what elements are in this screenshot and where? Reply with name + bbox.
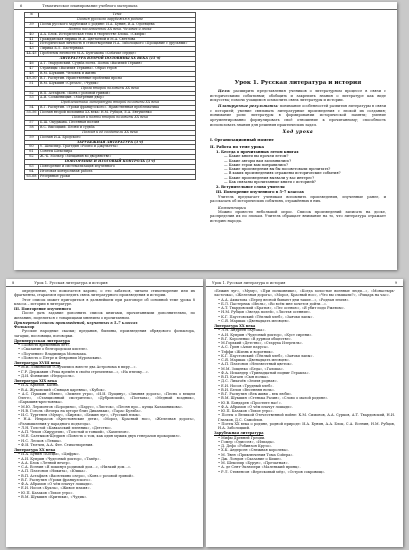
lesson-number-cell: 54	[25, 106, 39, 111]
text-line: • В.М. Шукшин «Стенька Разин», «Слово о малой родине».	[218, 396, 329, 401]
lesson-topic-cell: Поэзы русского зарубежья о родине: И.А. Бунин, И.А. Одоевцева	[39, 22, 196, 27]
text-line: • В.Г. Распутин «Век живи – век люби».	[218, 392, 293, 396]
text-line: • Дж. Лондон «Сказание о Кише».	[218, 456, 283, 461]
column-header-number: №	[25, 13, 39, 18]
lesson-topic-cell: В.М. Шукшин. Человек и жизнь	[39, 71, 196, 76]
text-line: • И.А. Крылов. Басни.	[18, 383, 59, 388]
section-heading-cell: ЗАРУБЕЖНАЯ ЛИТЕРАТУРА (3 ч)	[25, 140, 196, 145]
lesson-topic-cell: А.А. Блок. Историческая тема в творчестве Блока. «Скифы»	[39, 32, 196, 37]
text-line: • М.Е. Салтыков-Щедрин «Повесть о том, как один мужик двух генералов прокормил».	[18, 434, 181, 439]
lesson-number-cell: 41	[25, 37, 39, 42]
step-2-heading: II. Работа по теме урока	[210, 143, 264, 149]
lesson-topic-cell: Историческая личность в стихотворении Н.А. Заболоцкого «Прощание с друзьями»	[39, 42, 196, 47]
text-line: • Ю.В. Бондарев «Простите нас!».	[218, 400, 282, 405]
text-line: • М.Горький «Детство», «Старуха Изергиль».	[218, 341, 303, 345]
lesson-topic-cell: В.П. Астафьев. «Конь с розовой гривой»	[39, 91, 196, 96]
right-page-text	[214, 289, 395, 474]
lesson-number-cell: 59	[25, 135, 39, 140]
text-line: • А.П. Платонов «Никита», «Юшка».	[18, 469, 87, 474]
lesson-topic-cell: В.С. Высоцкий. Песни и судьба	[39, 125, 196, 130]
table-row	[25, 174, 196, 179]
course-heading: Ход урока	[282, 130, 314, 136]
text-line: • Х.К. Андерсен «Снежная королева».	[218, 448, 290, 453]
text-line: После дать задание дополнить список книгами, прочитанными дополнительно, по желанию, поделиться с товарищами мнением о прочитанном.	[14, 311, 195, 320]
thematic-plan-table	[24, 12, 196, 180]
lesson-number-cell: 63	[25, 165, 39, 170]
lesson-number-cell: 47	[25, 66, 39, 71]
text-line: • В.М. Шукшин «Критики», «Чудик».	[18, 494, 88, 499]
subsection-heading-cell: Поэзия русского зарубежья в родине	[25, 17, 196, 22]
lesson-results: Планируемые результаты: понимание особенностей развития литературы в связи с историей; умение связывать литературные произведения с эпохой их создания; понимание роли литературы в формировании исторической памяти; умение аргументированно формулировать своё отношение к прочитанному; способность использовать знания для решения практических задач.	[210, 104, 386, 127]
running-title: Тематическое планирование учебного материала	[42, 4, 138, 8]
step-3-text: Учитель предлагает ученикам вспомнить произведения, изученные ранее, и рассказать об исторических событиях, отражённых в них.	[210, 194, 386, 204]
lesson-number-cell: 43	[25, 47, 39, 52]
text-line: • В.А. Жуковский «Спящая царевна», «Кубок».	[18, 387, 106, 392]
text-line: • Гомер «Одиссея», «Илиада».	[218, 439, 276, 444]
lesson-number-cell: 49–50	[26, 75, 37, 80]
column-header-topic: Тема	[39, 13, 196, 18]
text-line: • Мифы Древней Греции.	[218, 435, 266, 440]
left-page-text	[14, 289, 195, 499]
running-title: Урок 1. Русская литература и история	[34, 281, 108, 285]
text-line: • А.И. Куприн «Чудесный доктор», «Куст сирени».	[218, 332, 313, 337]
running-head	[206, 279, 403, 287]
text-line: • «Повесть временных лет».	[18, 343, 71, 347]
lesson-number-cell: 57	[25, 120, 39, 125]
text-line: • А.А. Блок «Летний вечер».	[18, 460, 72, 465]
lesson-number-cell: 44–45	[26, 51, 37, 56]
lesson-column	[210, 80, 386, 225]
text-line: • М. Твен «Приключения Тома Сойера».	[218, 452, 294, 457]
text-line: • В.П. Астафьев «Васюткино озеро», «Конь с розовой гривой».	[18, 473, 135, 478]
text-line: • М.В. Ломоносов «Случились вместе два Астронома в пиру…».	[18, 365, 137, 370]
lesson-topic-cell: Повторение и систематизация изученного	[39, 165, 196, 170]
text-line: • В.П. Катаев «Сын полка».	[218, 375, 270, 379]
text-line: Литература XX века	[14, 448, 56, 452]
document-page-right	[206, 279, 403, 547]
text-line: определение, что помогается кароно, о ето забаться, читаем стихотворение или их фрагменты, стараемся проследить связь литературного произведения и истории.	[14, 289, 195, 298]
text-line: • И.С. Тургенев «Муму», «Бирюк», «Бежин луг», «Русский язык».	[18, 413, 142, 417]
text-line: • Л.Н. Андреев «Кусака».	[218, 328, 266, 333]
lesson-topic-cell: Лирика Б.Л. Пастернака	[39, 47, 196, 52]
lesson-topic-cell: А.Т. Твардовский. Судьба поэта. Поэма «Василий Тёркин»	[39, 62, 196, 67]
text-line: • Е.И. Носов «Кукла», «Живое пламя».	[18, 486, 91, 491]
text-line: Русские народные сказки; предания, былины, произведения обрядового фольклора, загадки, пословицы, поговорки.	[14, 329, 195, 338]
text-line: • А.С. Пушкин «Няне», «Зимнее утро», «И.И. Пущину», «Зимняя дорога», «Песнь о вещем Олеге», «Станционный смотритель», «Дубровский», «Полтава», «Медный всадник», «Барышня-крестьянка».	[18, 391, 195, 405]
document-page-top	[14, 2, 397, 270]
text-line: • С.Я. Маршак «Двенадцать месяцев».	[218, 358, 290, 362]
text-line: • «Повесть о Петре и Февронии Муромских».	[18, 355, 103, 360]
text-line: • Д.И. Фонвизин «Недоросль».	[18, 373, 75, 378]
lesson-number-cell: 61	[25, 150, 39, 155]
question-item: — Какие произведения вызвали у вас интерес?	[224, 175, 315, 180]
page-number: 6	[20, 4, 23, 8]
text-line: Примерный список произведений, изученных в 5–7 классах	[14, 320, 138, 325]
text-line: III. Повторение изученного	[14, 307, 71, 311]
text-line: • Ф.И. Тютчев, А.А. Фет. Стихотворения.	[18, 442, 94, 447]
lesson-topic-cell: Поэзия второй половины XX века: Н.М. Рубцов, Е.А. Евтушенко	[39, 111, 196, 116]
lesson-title: Урок 1. Русская литература и история	[234, 80, 362, 86]
text-line: • В.И. Белов «Весенняя ночь».	[218, 387, 276, 392]
running-title: Урок 1. Русская литература и история	[212, 281, 286, 285]
question-item: — Какие книги вы прочли летом?	[224, 154, 289, 159]
text-line: • Ф.А. Абрамов «О чём плачут лошади».	[218, 404, 293, 409]
question-list	[210, 154, 386, 184]
text-line: • А.П. Платонов «Неизвестный цветок».	[218, 362, 293, 367]
text-line: «Бежин луг», «Муму», «При полковнике», «Когда холостые военные люди…», «Монастырь-ласточка», «Железная дорога», «Мороз, Красный нос», «Что вы слышали?», «Рыцарь на час».	[214, 289, 395, 298]
question-item: — Какие произведения вы бы посоветовали прочитать?	[224, 167, 331, 172]
subsection-heading-cell: Поэты послевоенной XX века. Человек и эпоха	[25, 27, 196, 32]
document-page-left	[6, 279, 203, 547]
text-line: • Ю.П. Казаков «Тихое утро».	[18, 490, 74, 495]
lesson-topic-cell: Ж.-Б. Мольер «Мещанин во дворянстве»	[39, 155, 196, 160]
text-line: • Б.Л. Пастернак «Июль», «Во всём мне хочется дойти…».	[218, 301, 328, 306]
lesson-topic-cell: Страницы «Василия Тёркина». Образ героя	[39, 66, 196, 71]
text-line: • Н.В. Гоголь «Вечера на хуторе близ Диканьки», «Тарас Бульба».	[18, 408, 142, 413]
page-number: 9	[394, 281, 397, 285]
text-line: • А.С. Грин «Алые паруса».	[218, 345, 270, 350]
text-line: • А.П. Чехов «Хирургия», «Толстый и тонкий», «Хамелеон».	[18, 430, 130, 434]
text-line: • С.Я. Маршак «Двенадцать месяцев».	[218, 318, 290, 323]
lesson-number-cell: 55–56	[26, 110, 37, 115]
text-line: • Н.А. Некрасов «Крестьянские дети», «Мороз, Красный нос», «Железная дорога», «Размышления у парадного подъезда».	[18, 417, 195, 426]
running-head	[6, 279, 203, 287]
table-body	[25, 17, 196, 179]
text-line: • В.Г. Короленко «В дурном обществе».	[218, 336, 292, 341]
lesson-number-cell: 53	[25, 96, 39, 101]
text-line: • И.А. Бунин «Косцы», «Цифры».	[18, 452, 80, 457]
lesson-number-cell: 64	[25, 170, 39, 175]
text-line: • С.А. Есенин «Я покинул родимый дом…», «Низкий дом…».	[18, 465, 132, 469]
text-line: • А.А. Ахматова «Перед весной бывают дни такие…», «Родная земля».	[218, 297, 350, 302]
lesson-number-cell: 40	[25, 32, 39, 37]
text-line: • А.Т. Твардовский «Братья», «Лес осенью», «Я убит подо Ржевом».	[218, 306, 345, 310]
lesson-number-cell: 39	[25, 22, 39, 27]
subsection-heading-cell: Проблематика литературы второй половины XX века	[25, 101, 196, 106]
section-heading-cell: ПОВТОРЕНИЕ И ИТОГОВЫЙ КОНТРОЛЬ (3 ч)	[25, 160, 196, 165]
question-item: — Какие авторы вам запомнились?	[224, 158, 292, 163]
lesson-number-cell: 65–68	[26, 173, 37, 178]
text-line: • Г.Р. Державин «Река времён в своём стремленьи…», «На птичку…».	[18, 369, 149, 374]
text-line: • А.И. Куприн «Чудесный доктор», «Тапёр».	[18, 456, 101, 461]
lesson-topic-cell: В.Г. Распутин. «Уроки французского». Нравственная проблематика	[39, 106, 196, 111]
text-line: Зарубежная литература	[214, 431, 264, 436]
text-line: • Е.И. Носов «Трудный хлеб».	[218, 383, 274, 388]
section-heading-cell: ЛИТЕРАТУРА ВТОРОЙ ПОЛОВИНЫ XX ВЕКА (15 ч)	[25, 57, 196, 62]
text-line: • Ф.А. Абрамов «О чём плачут лошади».	[18, 482, 93, 486]
lesson-number-cell: 58	[25, 125, 39, 130]
subsection-heading-cell: Поэзия и её создатели XX века	[25, 130, 196, 135]
text-line: • А. де Сент-Экзюпери «Маленький принц».	[218, 465, 301, 470]
lesson-topic-cell: Гражданская лирика М.И. Цветаевой и М.А. Светлова	[39, 37, 196, 42]
text-line: • Л.Н. Толстой «Кавказский пленник», «Детство».	[18, 425, 113, 430]
text-line: Литература XIX века	[14, 379, 57, 383]
step-3-heading: III. Повторение изученного в 5–7 классах	[216, 190, 304, 195]
text-line: • Н.С. Лесков «Левша».	[18, 438, 63, 443]
text-line: Литература XX века	[214, 324, 256, 328]
lesson-number-cell: 60	[25, 145, 39, 150]
lesson-number-cell: 42	[25, 42, 39, 47]
lesson-topic-cell: Итоговая контрольная работа	[39, 170, 196, 175]
text-line: • «Поучение» Владимира Мономаха.	[18, 351, 87, 356]
comment-heading: Комментарии	[218, 205, 246, 210]
text-line: • Поэты о Великой Отечественной войне: К.М. Симонов, А.А. Сурков, А.Т. Твардовский, Н.И. Глазков, Д.С. Самойлов.	[218, 413, 395, 422]
lesson-topic-cell: В.М. Шукшин «Срезал», «Чудик»	[39, 81, 196, 86]
text-line: Фольклор	[14, 325, 35, 329]
lesson-topic-cell: Проблемы личности М.А. Булгакова «Собачье сердце»	[39, 52, 196, 57]
lesson-number-cell: 62	[25, 155, 39, 160]
lesson-number-cell: 52	[25, 91, 39, 96]
lesson-topic-cell: А.И. Солженицын. «Матрёнин двор»	[39, 96, 196, 101]
text-line: • В.Г. Распутин «Уроки французского».	[18, 477, 92, 482]
lesson-topic-cell: В.Г. Распутин. Нравственные проблемы прозы	[39, 76, 196, 81]
lesson-number-cell: 51	[25, 81, 39, 86]
lesson-number-cell: 46	[25, 62, 39, 67]
lesson-topic-cell: Поэзия И.А. Бродского	[39, 135, 196, 140]
text-line: • М. Шекспир «Бурун», «Пречатная».	[218, 461, 289, 465]
text-line: • Р.Л. Стивенсон «Вересковый мёд», «Остров сокровищ».	[218, 469, 326, 474]
text-line: • Д.С. Лихачёв «Земля родная».	[218, 379, 278, 384]
lesson-number-cell: 48	[25, 71, 39, 76]
text-line: Древнерусская литература	[14, 338, 70, 343]
lesson-topic-cell: Резервные уроки	[39, 174, 196, 179]
lesson-topic-cell: У. Шекспир. Трагедия «Ромео и Джульетта»	[39, 145, 196, 150]
text-line: • М.Ю. Лермонтов «Бородино», «Парус», «Листок», «Песня про… купца Калашникова».	[18, 404, 183, 409]
step-2-1-heading: 1. Беседа о прочитанных летом книгах	[216, 149, 299, 154]
text-line: • Ф.А. Искандер «Тринадцатый подвиг Геракла».	[218, 370, 310, 375]
text-line: • Н.М. Рубцов «Звезда полей», «Листья осенние».	[218, 310, 312, 315]
text-line: • Ю.П. Казаков «Тихое утро».	[218, 409, 274, 413]
step-2-2-heading: 2. Вступительное слово учителя	[216, 185, 285, 190]
question-item: — В каких произведениях отражены исторические события?	[224, 171, 341, 176]
text-line: • К.Г. Паустовский «Тёплый хлеб», «Заячьи лапы».	[218, 314, 314, 319]
question-item: — Как связаны прочитанные книги с историей?	[224, 180, 316, 185]
text-line: Этот список может пригодиться в дальнейшем при разговоре об основной теме урока 8 класса – истории в литературе.	[14, 297, 195, 306]
running-head	[14, 2, 397, 10]
page-number: 8	[12, 281, 15, 285]
question-item: — Какие герои вам понравились?	[224, 162, 289, 167]
text-line: • Тэффи «Жизнь и воротник».	[218, 349, 274, 354]
lesson-topic-cell: Сонеты Шекспира	[39, 150, 196, 155]
text-line: • К.Г. Паустовский «Тёплый хлеб», «Заячьи лапы».	[218, 353, 314, 358]
text-line: • «Сказание о белгородском киселе».	[18, 347, 89, 352]
text-line: • Д. Дефо «Робинзон Крузо».	[218, 444, 273, 448]
org-moment-heading: I. Организационный момент	[210, 137, 274, 143]
text-line: • М.М. Зощенко «Беда», «Галоша».	[218, 366, 284, 371]
lesson-goals: Цели: расширить представления учеников о литературном процессе в связи с историческими событиями; обобщить и закрепить знания о литературе как виде искусства; помочь учащимся осмыслить связь литературы и истории.	[210, 89, 386, 103]
subsection-heading-cell: Поэзия и поэты второй половины XX века	[25, 116, 196, 121]
text-line: Литература XVIII века	[14, 361, 61, 365]
comment-text: Можно провести небольшой опрос. Список произведений записать на доске, распределив их по эпохам. Учитель обращает внимание на то, что литература отражает историю народа.	[210, 209, 386, 223]
lesson-topic-cell: Б.Ш. Окуджава. Песенная поэзия	[39, 120, 196, 125]
subsection-heading-cell: Проза второй половины XX века	[25, 86, 196, 91]
text-line: • Поэты XX века о родине, родной природе: И.А. Бунин, А.А. Блок, С.А. Есенин, Н.М. Рубцов, Н.А. Заболоцкий.	[218, 421, 395, 430]
